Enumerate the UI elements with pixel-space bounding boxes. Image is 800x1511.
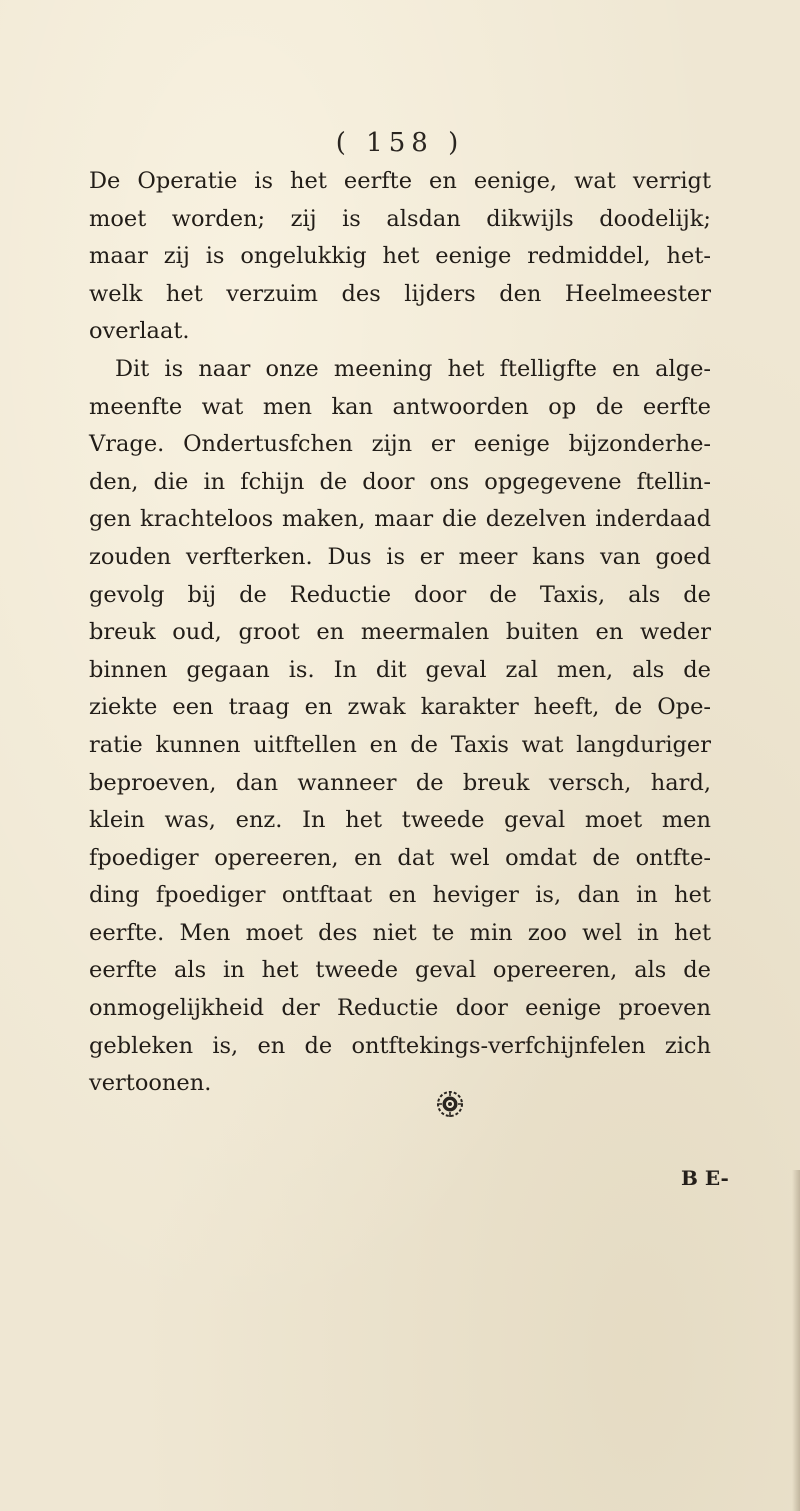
text-line: beproeven, dan wanneer de breuk versch, hard,: [89, 769, 711, 796]
text-line: ding fpoediger ontftaat en heviger is, dan in het: [89, 882, 711, 909]
text-line: ratie kunnen uitftellen en de Taxis wat langduriger: [89, 731, 711, 758]
text-line: gevolg bij de Reductie door de Taxis, als de: [89, 581, 711, 608]
text-line: breuk oud, groot en meermalen buiten en weder: [89, 619, 711, 646]
text-line: vertoonen.: [89, 1070, 212, 1097]
text-line: moet worden; zij is alsdan dikwijls doodelijk;: [89, 205, 711, 232]
text-line: eerfte als in het tweede geval opereeren, als de: [89, 957, 711, 984]
body-text: [89, 163, 711, 1103]
text-line: welk het verzuim des lijders den Heelmeester: [89, 280, 711, 307]
catchword: B E-: [681, 1166, 729, 1190]
text-line: klein was, enz. In het tweede geval moet men: [89, 807, 711, 834]
text-line: meenfte wat men kan antwoorden op de eerfte: [89, 393, 711, 420]
text-line: gebleken is, en de ontftekings-verfchijnfelen zich: [89, 1032, 711, 1059]
fleuron-ornament-icon: [436, 1090, 464, 1118]
text-line: binnen gegaan is. In dit geval zal men, als de: [89, 656, 711, 683]
text-line: Vrage. Ondertusfchen zijn er eenige bijzonderhe-: [89, 431, 711, 458]
text-line: Dit is naar onze meening het ftelligfte en alge-: [115, 355, 711, 382]
text-line: zouden verfterken. Dus is er meer kans van goed: [89, 543, 711, 570]
text-line: den, die in fchijn de door ons opgegevene ftellin-: [89, 468, 711, 495]
text-line: overlaat.: [89, 318, 190, 345]
page-edge-shadow: [792, 1170, 800, 1511]
text-line: ziekte een traag en zwak karakter heeft, de Ope-: [89, 694, 711, 721]
text-line: onmogelijkheid der Reductie door eenige proeven: [89, 995, 711, 1022]
text-line: maar zij is ongelukkig het eenige redmiddel, het-: [89, 243, 711, 270]
text-line: eerfte. Men moet des niet te min zoo wel in het: [89, 919, 711, 946]
page-number: ( 158 ): [335, 128, 465, 158]
text-line: fpoediger opereeren, en dat wel omdat de ontfte-: [89, 844, 711, 871]
text-line: De Operatie is het eerfte en eenige, wat verrigt: [89, 168, 711, 194]
text-line: gen krachteloos maken, maar die dezelven inderdaad: [89, 506, 711, 533]
